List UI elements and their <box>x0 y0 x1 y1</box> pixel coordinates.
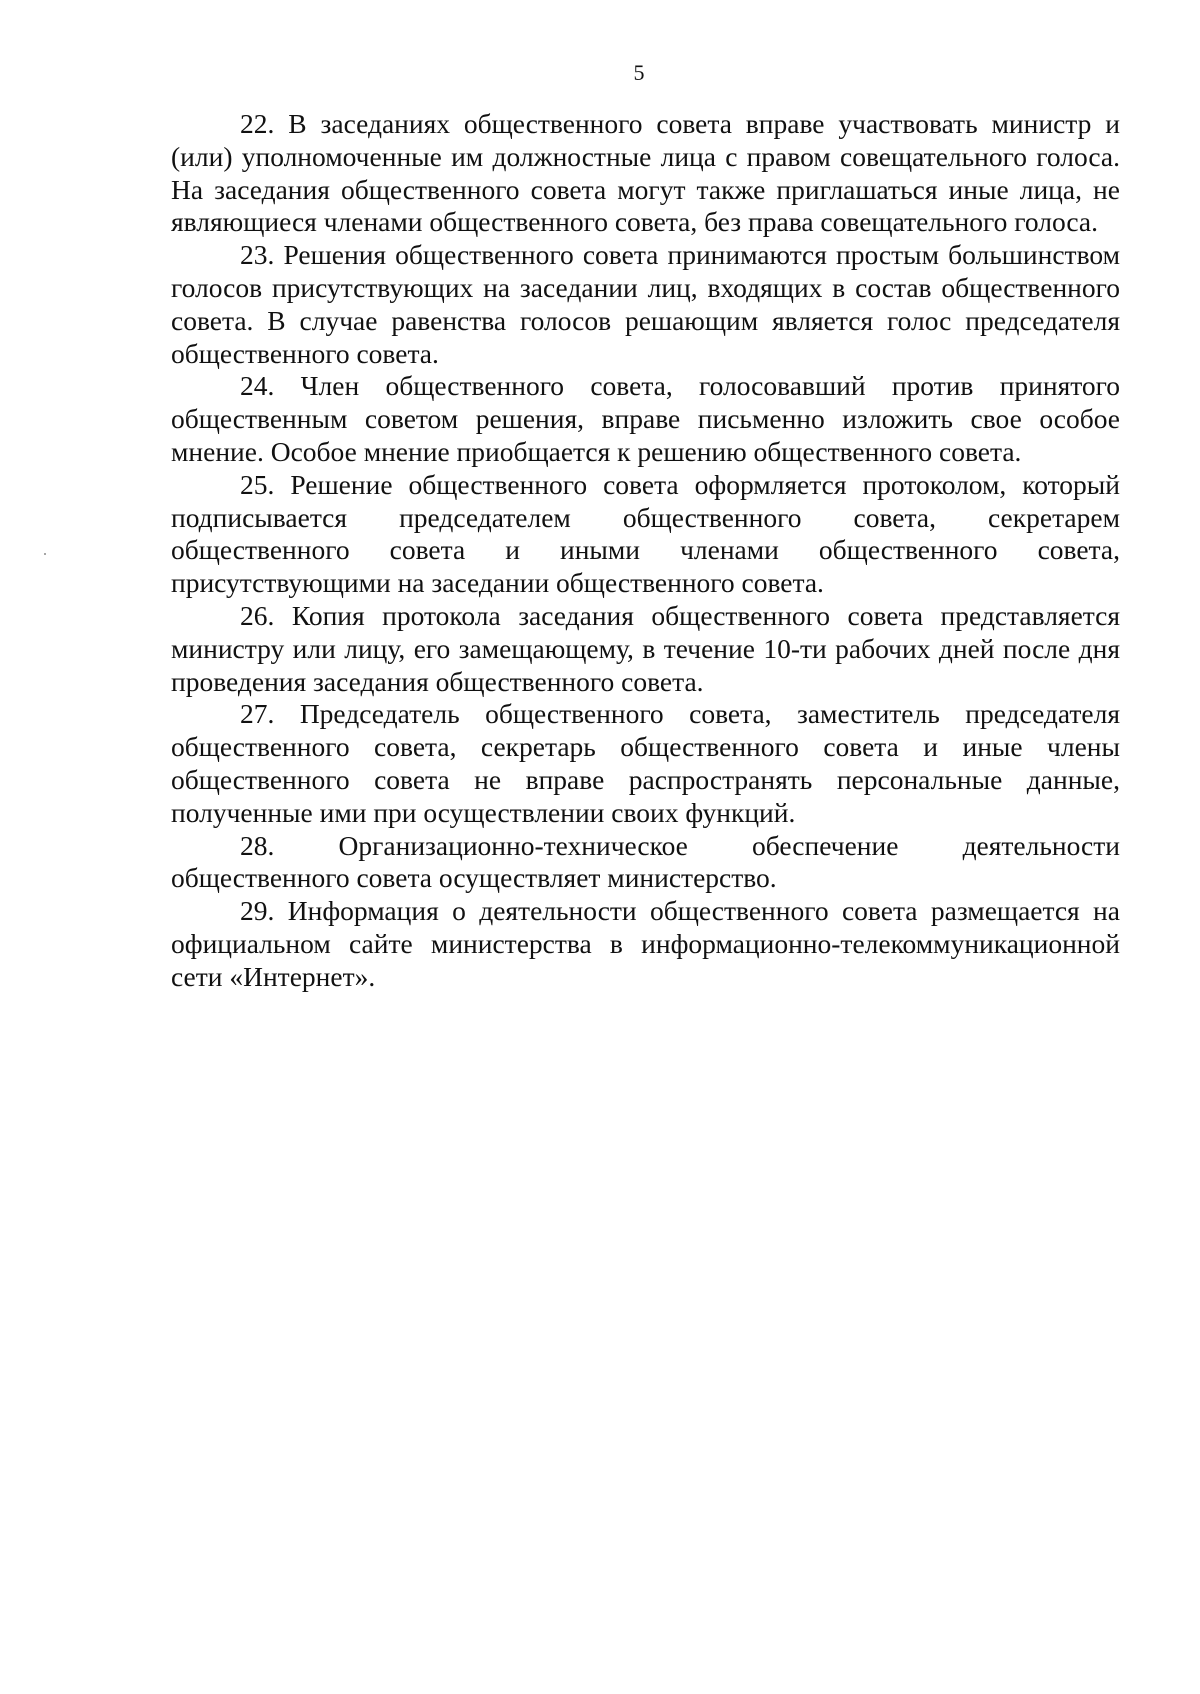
page-number: 5 <box>633 60 645 85</box>
paragraph-25: 25. Решение общественного совета оформляется протоколом, который подписывается председателем общественного совета, секретарем общественного совета и иными членами общественного совета, присутствующими на заседании общественного совета. <box>171 468 1120 599</box>
paragraph-22: 22. В заседаниях общественного совета вправе участвовать министр и (или) уполномоченные им должностные лица с правом совещательного голоса. На заседания общественного совета могут также приглашаться иные лица, не являющиеся членами общественного совета, без права совещательного голоса. <box>171 108 1120 238</box>
paragraph-23: 23. Решения общественного совета принимаются простым большинством голосов присутствующих на заседании лиц, входящих в состав общественного совета. В случае равенства голосов решающим является голос председателя общественного совета. <box>171 239 1120 369</box>
paragraph-24: 24. Член общественного совета, голосовавший против принятого общественным советом решения, вправе письменно изложить свое особое мнение. Особое мнение приобщается к решению общественного совета. <box>171 370 1120 467</box>
document-body <box>171 108 1120 994</box>
scan-speck <box>44 553 46 555</box>
paragraph-29: 29. Информация о деятельности общественного совета размещается на официальном сайте министерства в информационно-телекоммуникационной сети «Интернет». <box>171 895 1120 992</box>
paragraph-26: 26. Копия протокола заседания общественного совета представляется министру или лицу, его замещающему, в течение 10-ти рабочих дней после дня проведения заседания общественного совета. <box>171 599 1120 697</box>
paragraph-28: 28. Организационно-техническое обеспечение деятельности общественного совета осуществляет министерство. <box>171 829 1120 894</box>
paragraph-27: 27. Председатель общественного совета, заместитель председателя общественного совета, секретарь общественного совета и иные члены общественного совета не вправе распространять персональные данные, полученные ими при осуществлении своих функций. <box>171 698 1120 828</box>
